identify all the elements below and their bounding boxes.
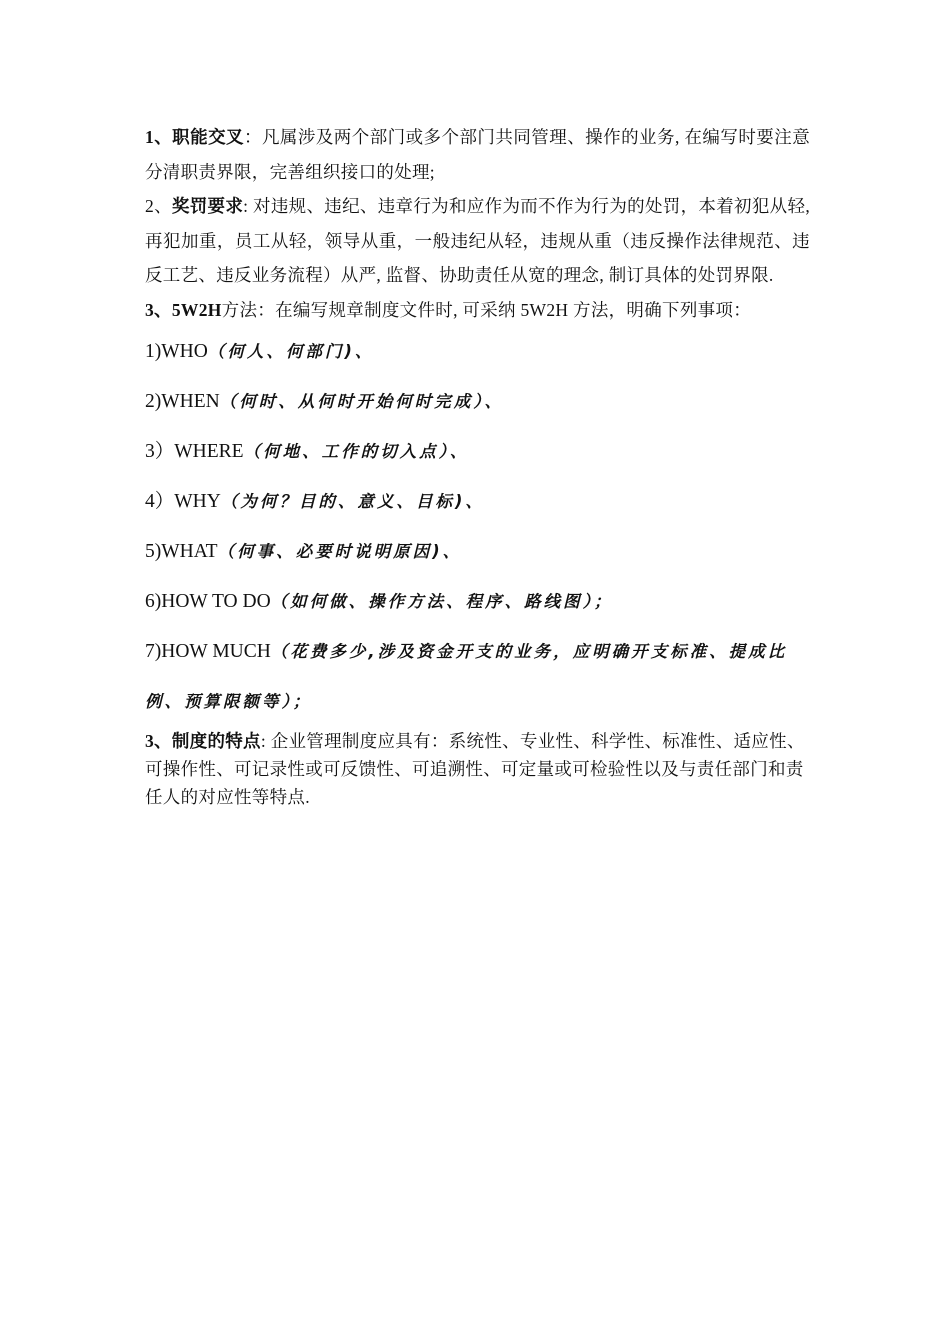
item-note: （何人、何部门)、: [207, 342, 375, 361]
text-job-overlap: ：凡属涉及两个部门或多个部门共同管理、操作的业务, 在编写时要注意分清职责界限，完善组织接口的处理;: [145, 127, 810, 182]
list-item-where: [145, 427, 810, 477]
item-lead: 3）WHERE: [145, 441, 244, 462]
heading-5w2h-method: 方法: [221, 299, 258, 320]
list-item-what: [145, 527, 810, 577]
item-note: （为何？目的、意义、目标)、: [220, 492, 485, 511]
text-reward-penalty: : 对违规、违纪、违章行为和应作为而不作为行为的处罚，本着初犯从轻, 再犯加重，员工从轻，领导从重，一般违纪从轻，违规从重（违反操作法律规范、违反工艺、违反业务流程）从严, 监督、协助责任从宽的理念, 制订具体的处罚界限.: [145, 196, 810, 285]
paragraph-job-overlap: [145, 120, 810, 189]
paragraph-reward-penalty: [145, 189, 810, 293]
text-5w2h: ：在编写规章制度文件时, 可采纳 5W2H 方法，明确下列事项：: [257, 299, 752, 320]
item-note: （何事、必要时说明原因)、: [217, 542, 463, 561]
item-note: （何地、工作的切入点）、: [243, 442, 470, 461]
item-lead: 6)HOW TO DO: [145, 591, 271, 612]
list-item-who: [145, 327, 810, 377]
item-note: （何时、从何时开始何时完成）、: [219, 392, 504, 411]
list-item-how-much: [145, 627, 810, 727]
document-page: [145, 120, 810, 811]
item-lead: 1)WHO: [145, 341, 208, 362]
item-note: （花费多少,涉及资金开支的业务，应明确开支标准、提成比例、预算限额等）；: [145, 642, 788, 711]
heading-system-features: 3、制度的特点: [145, 731, 261, 751]
heading-job-overlap: 1、职能交叉: [145, 127, 244, 147]
paragraph-system-features: [145, 727, 810, 811]
list-item-how-to-do: [145, 577, 810, 627]
list-item-why: [145, 477, 810, 527]
item-note: （如何做、操作方法、程序、路线图）；: [270, 592, 614, 611]
item-lead: 4）WHY: [145, 491, 221, 512]
item-lead: 5)WHAT: [145, 541, 218, 562]
item-lead: 2)WHEN: [145, 391, 220, 412]
text-system-features: : 企业管理制度应具有：系统性、专业性、科学性、标准性、适应性、可操作性、可记录性或可反馈性、可追溯性、可定量或可检验性以及与责任部门和责任人的对应性等特点.: [145, 731, 805, 807]
item-lead: 7)HOW MUCH: [145, 641, 271, 662]
heading-reward-penalty: 奖罚要求: [171, 196, 244, 216]
list-item-when: [145, 377, 810, 427]
paragraph-5w2h: [145, 293, 810, 328]
heading-5w2h: 3、5W2H: [145, 299, 222, 320]
number-reward-penalty: 2、: [145, 196, 172, 216]
